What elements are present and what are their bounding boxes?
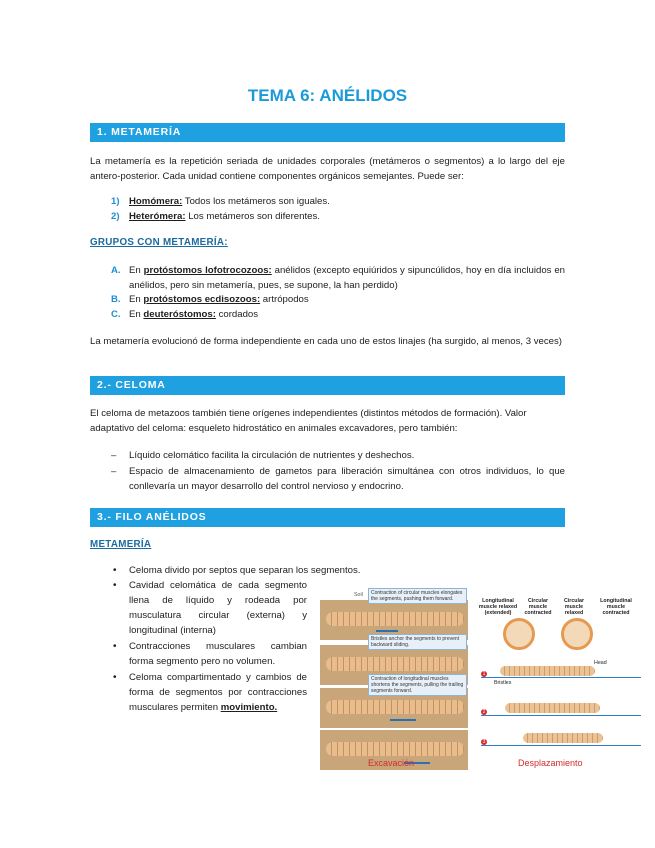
worm-step-3 xyxy=(523,733,603,743)
celoma-item: Líquido celomático facilita la circulación de nutrientes y deshechos. xyxy=(129,450,415,461)
group-letter: C. xyxy=(111,309,121,320)
group-letter: A. xyxy=(111,265,121,276)
anelidos-bullet: Celoma divido por septos que separan los segmentos. xyxy=(129,565,361,576)
metameria-intro: La metamería es la repetición seriada de unidades corporales (metámeros o segmentos) a lo largo del eje antero-posterior. Cada unidad contiene componentes orgánicos semejantes. Puede ser: xyxy=(90,156,565,182)
bullet: • xyxy=(113,672,117,683)
section-header-anelidos: 3.- FILO ANÉLIDOS xyxy=(90,508,565,527)
group-letter: B. xyxy=(111,294,121,305)
bristles-label: Bristles xyxy=(494,680,512,686)
label-circular-contracted: Circular muscle contracted xyxy=(524,598,552,616)
step-marker-1: 1 xyxy=(482,671,486,677)
type-item: Heterómera: Los metámeros son diferentes. xyxy=(129,211,320,222)
note-longitudinal: Contraction of longitudinal muscles shortens the segments, pulling the trailing segments forward. xyxy=(368,674,467,696)
note-bristles: Bristles anchor the segments to prevent backward sliding. xyxy=(368,634,467,650)
bullet: • xyxy=(113,565,117,576)
label-longitudinal-relaxed: Longitudinal muscle relaxed (extended) xyxy=(478,598,518,616)
type-number: 1) xyxy=(111,196,120,207)
annelid-locomotion-figure xyxy=(318,588,643,773)
step-marker-3: 3 xyxy=(482,739,486,745)
group-item: En protóstomos lofotrocozoos: anélidos (excepto equiúridos y sipuncúlidos, hoy en día incluidos en anélidos, pero sin metamería, pues, se supone, la han perdido) xyxy=(129,265,565,291)
label-longitudinal-contracted: Longitudinal muscle contracted xyxy=(600,598,632,616)
page-title: TEMA 6: ANÉLIDOS xyxy=(247,86,408,105)
metameria-closing: La metamería evolucionó de forma independiente en cada uno de estos linajes (ha surgido, al menos, 3 veces) xyxy=(90,336,562,347)
anelidos-bullet: Contracciones musculares cambian forma segmento pero no volumen. xyxy=(129,641,307,667)
anelidos-bullet: Cavidad celomática de cada segmento llena de líquido y rodeada por musculatura circular (externa) y longitudinal (interna) xyxy=(129,580,307,636)
step-marker-2: 2 xyxy=(482,709,486,715)
anelidos-bullet: Celoma compartimentado y cambios de forma de segmentos por contracciones musculares permiten movimiento. xyxy=(129,672,307,713)
caption-excavacion: Excavación xyxy=(368,758,415,768)
group-item: En protóstomos ecdisozoos: artrópodos xyxy=(129,294,309,305)
head-label: Head xyxy=(594,660,607,666)
metameria-subheading: METAMERÍA xyxy=(90,539,152,550)
ground-line xyxy=(481,715,641,716)
label-circular-relaxed: Circular muscle relaxed xyxy=(563,598,585,616)
bullet: • xyxy=(113,580,117,591)
note-circular: Contraction of circular muscles elongates the segments, pushing them forward. xyxy=(368,588,467,604)
worm-step-2 xyxy=(505,703,600,713)
type-item: Homómera: Todos los metámeros son iguales. xyxy=(129,196,330,207)
celoma-item: Espacio de almacenamiento de gametos para liberación simultánea con otros individuos, lo que conllevaría un mayor desarrollo del control nervioso y endocrino. xyxy=(129,466,565,492)
celoma-intro: El celoma de metazoos también tiene orígenes independientes (distintos métodos de formación). Valor adaptativo del celoma: esqueleto hidrostático en animales excavadores, pero también: xyxy=(90,408,527,434)
muscle-ring xyxy=(503,618,535,650)
worm-step-1 xyxy=(500,666,595,676)
section-header-celoma: 2.- CELOMA xyxy=(90,376,565,395)
type-number: 2) xyxy=(111,211,120,222)
group-item: En deuteróstomos: cordados xyxy=(129,309,259,320)
ground-line xyxy=(481,677,641,678)
section-header-metameria: 1. METAMERÍA xyxy=(90,123,565,142)
bullet: • xyxy=(113,641,117,652)
caption-desplazamiento: Desplazamiento xyxy=(518,758,583,768)
ground-line xyxy=(481,745,641,746)
dash-marker: – xyxy=(111,450,117,461)
arrow-forward xyxy=(390,719,416,721)
groups-heading: GRUPOS CON METAMERÍA: xyxy=(90,237,228,248)
dash-marker: – xyxy=(111,466,117,477)
muscle-ring xyxy=(561,618,593,650)
arrow-forward xyxy=(376,630,398,632)
soil-label: Soil xyxy=(354,592,363,598)
